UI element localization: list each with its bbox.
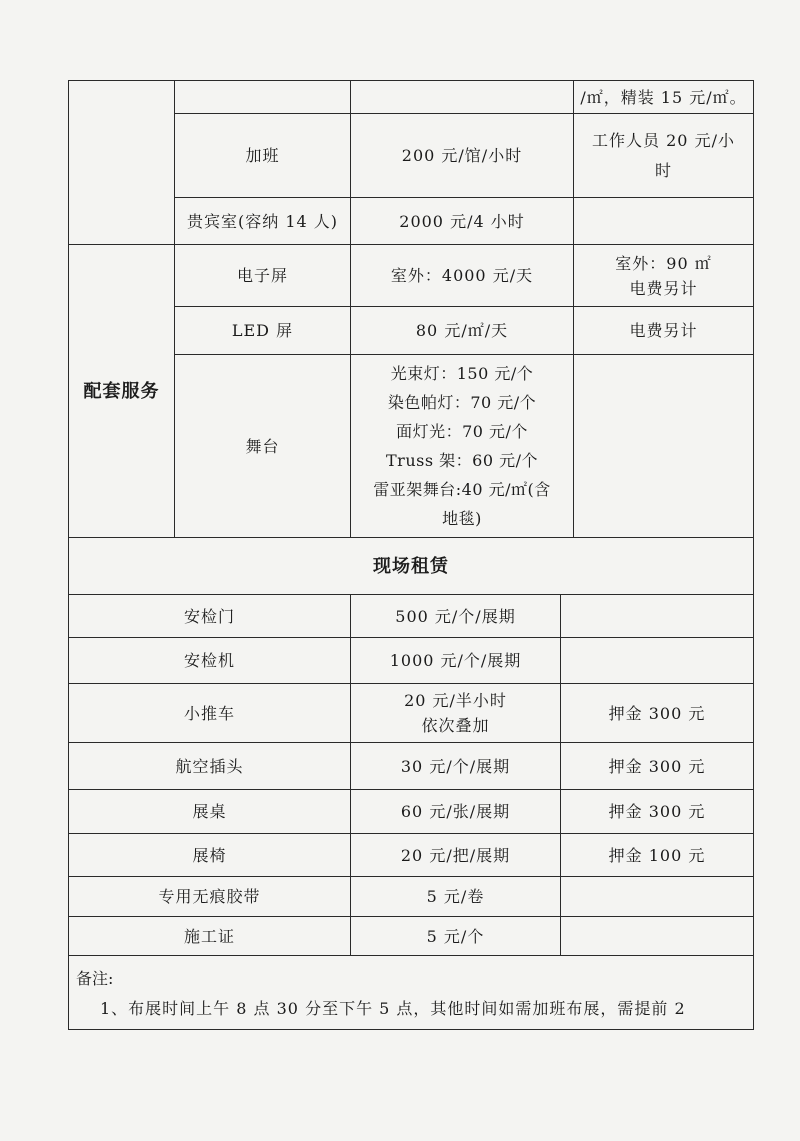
rental-row-price — [351, 638, 560, 683]
stage-prices — [351, 355, 573, 537]
notes-line-1: 1、布展时间上午 8 点 30 分至下午 5 点，其他时间如需加班布展，需提前 2 — [100, 999, 686, 1018]
screen-price-text: 室外：4000 元/天 — [390, 266, 534, 285]
rental-item-text: 小推车 — [183, 703, 235, 723]
screen-note-line2: 电费另计 — [629, 278, 698, 298]
row1-note — [574, 114, 753, 197]
rental-price-text: 1000 元/个/展期 — [389, 651, 522, 670]
row1-note-line1: 工作人员 20 元/小 — [592, 130, 735, 150]
led-item — [175, 307, 350, 354]
rental-price-text: 20 元/把/展期 — [400, 845, 511, 865]
stage-price-line: 雷亚架舞台:40 元/㎡(含 — [373, 480, 551, 499]
row1-price — [351, 114, 573, 197]
rental-row-item — [69, 877, 350, 916]
rental-row-deposit — [561, 684, 753, 742]
led-price-text: 80 元/㎡/天 — [415, 321, 509, 340]
rental-item-text: 展椅 — [192, 845, 227, 865]
rental-section-title-text: 现场租赁 — [373, 555, 449, 577]
led-price — [351, 307, 573, 354]
row2-price-text: 2000 元/4 小时 — [399, 211, 525, 231]
supporting-section-label — [69, 245, 174, 537]
row2-price — [351, 198, 573, 244]
rental-row-deposit — [561, 743, 753, 789]
row2-item-text: 贵宾室(容纳 14 人) — [186, 211, 339, 231]
rental-price-text-line2: 依次叠加 — [421, 716, 490, 735]
row0-note — [574, 81, 753, 113]
rental-row-item — [69, 595, 350, 637]
stage-price-line: Truss 架：60 元/个 — [386, 451, 538, 470]
rental-price-text: 5 元/个 — [426, 926, 485, 946]
row1-note-line2: 时 — [654, 160, 672, 180]
rental-row-price — [351, 684, 560, 742]
stage-price-line: 光束灯：150 元/个 — [390, 364, 534, 383]
rental-row-price — [351, 877, 560, 916]
rental-price-text: 30 元/个/展期 — [400, 756, 511, 776]
rental-row-price — [351, 834, 560, 876]
rental-price-text: 5 元/卷 — [426, 887, 485, 906]
screen-item-text: 电子屏 — [236, 266, 288, 285]
rental-item-text: 施工证 — [183, 926, 235, 946]
rental-item-text: 航空插头 — [175, 756, 244, 776]
rental-row-item — [69, 638, 350, 683]
led-note-text: 电费另计 — [629, 321, 698, 340]
stage-price-line: 染色帕灯：70 元/个 — [387, 393, 537, 412]
rental-item-text: 安检机 — [183, 651, 235, 670]
rental-item-text: 展桌 — [192, 802, 227, 821]
led-note — [574, 307, 753, 354]
row2-item — [175, 198, 350, 244]
screen-price — [351, 245, 573, 306]
table-rule — [68, 1029, 753, 1030]
rental-deposit-text: 押金 300 元 — [608, 756, 706, 776]
rental-row-price — [351, 790, 560, 833]
led-item-text: LED 屏 — [231, 321, 294, 340]
row1-item-text: 加班 — [245, 146, 280, 165]
rental-price-text: 20 元/半小时 — [404, 691, 507, 710]
rental-row-price — [351, 917, 560, 955]
rental-deposit-text: 押金 300 元 — [608, 802, 706, 821]
rental-deposit-text: 押金 100 元 — [608, 845, 706, 865]
stage-item — [175, 355, 350, 537]
stage-price-line: 地毯) — [442, 509, 482, 528]
screen-item — [175, 245, 350, 306]
rental-row-price — [351, 595, 560, 637]
table-rule — [753, 80, 754, 1030]
rental-row-price — [351, 743, 560, 789]
supporting-section-label-text: 配套服务 — [83, 380, 160, 402]
row1-item — [175, 114, 350, 197]
screen-note — [574, 245, 753, 306]
rental-row-item — [69, 790, 350, 833]
rental-deposit-text: 押金 300 元 — [608, 703, 706, 723]
rental-price-text: 500 元/个/展期 — [395, 606, 516, 626]
stage-item-text: 舞台 — [245, 436, 280, 456]
rental-row-deposit — [561, 834, 753, 876]
row0-note-text: /㎡，精装 15 元/㎡。 — [580, 87, 747, 107]
rental-price-text: 60 元/张/展期 — [400, 802, 511, 821]
rental-row-item — [69, 684, 350, 742]
rental-row-item — [69, 834, 350, 876]
notes-label: 备注: — [76, 969, 114, 988]
rental-row-item — [69, 743, 350, 789]
rental-section-title — [69, 538, 753, 594]
rental-row-deposit — [561, 790, 753, 833]
rental-item-text: 专用无痕胶带 — [158, 887, 261, 906]
stage-price-line: 面灯光：70 元/个 — [396, 422, 528, 441]
rental-item-text: 安检门 — [183, 606, 235, 626]
table-rule — [68, 955, 753, 956]
screen-note-line1: 室外：90 ㎡ — [615, 253, 712, 273]
row1-price-text: 200 元/馆/小时 — [401, 146, 523, 165]
rental-row-item — [69, 917, 350, 955]
